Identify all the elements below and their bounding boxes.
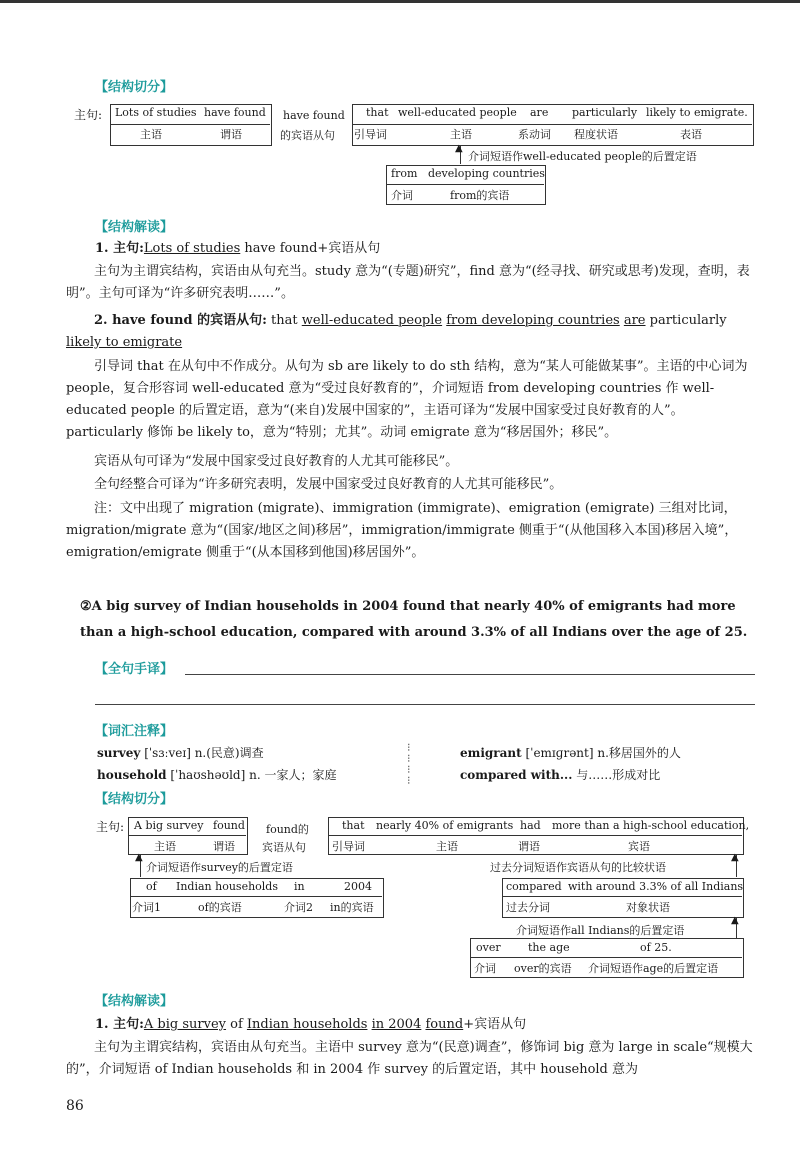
cell2-object-clause-role: 宾语从句: [262, 841, 306, 854]
section-heading-structure-analysis-2: 【结构解读】: [95, 994, 174, 1009]
cell2-in-role: 介词2: [284, 901, 313, 914]
note-prep-phrase: 介词短语作well-educated people的后置定语: [468, 150, 697, 163]
cell-that-role: 引导词: [354, 128, 387, 141]
cell2-of25-role: 介词短语作age的后置定语: [588, 962, 719, 975]
cell2-predicate-role: 谓语: [213, 840, 235, 853]
cell2-age: the age: [528, 941, 570, 954]
cell2-verb-role: 谓语: [518, 840, 540, 853]
cell-predicative: likely to emigrate.: [646, 106, 748, 119]
main-clause-label: 主句:: [74, 108, 103, 122]
cell2-in: in: [294, 880, 305, 893]
cell-from: from: [391, 167, 418, 180]
analysis-heading-2: 2. have found 的宾语从句: that well-educated people from developing countries are particularly likely to emigrate: [66, 313, 727, 350]
analysis-heading-1: 1. 主句:Lots of studies have found+宾语从句: [95, 241, 381, 256]
cell-subject: Lots of studies: [115, 106, 197, 119]
cell2-compared-role: 过去分词: [506, 901, 550, 914]
top-border: [0, 0, 800, 3]
cell-object-clause-role: 的宾语从句: [280, 129, 335, 142]
cell-from-object: developing countries: [428, 167, 545, 180]
cell-linking-verb: are: [530, 106, 549, 119]
cell-predicative-role: 表语: [680, 128, 702, 141]
vocab-compared-with: compared with... 与……形成对比: [460, 768, 661, 782]
cell-object-clause: have found: [283, 109, 345, 122]
cell2-age-role: over的宾语: [514, 962, 572, 975]
cell-subject-role: 主语: [140, 128, 162, 141]
cell-degree-adverb-role: 程度状语: [574, 128, 618, 141]
cell2-subject-role: 主语: [154, 840, 176, 853]
cell2-year-role: in的宾语: [330, 901, 374, 914]
cell-predicate: have found: [204, 106, 266, 119]
analysis2-paragraph-1: 主句为主谓宾结构，宾语由从句充当。主语中 survey 意为“(民意)调查”，修饰词 big 意为 large in scale“规模大的”，介词短语 of Indian households 和 in 2004 作 survey 的后置定语，其中 household 意为: [66, 1040, 753, 1077]
arrow-up-icon: ▲: [731, 852, 739, 863]
analysis2-heading-1: 1. 主句:A big survey of Indian households in 2004 found+宾语从句: [95, 1017, 527, 1032]
cell-clause-subject: well-educated people: [398, 106, 517, 119]
section-heading-structure-analysis: 【结构解读】: [95, 220, 174, 235]
cell2-object-clause: found的: [266, 823, 309, 836]
section-heading-structure-split: 【结构切分】: [95, 80, 174, 95]
note-paragraph: 注：文中出现了 migration (migrate)、immigration (immigrate)、emigration (emigrate) 三组对比词，migration/migrate 意为“(国家/地区之间)移居”，immigration/immigrate 侧重于“(从他国移入本国)移居入境”，emigration/emigrate 侧重于“(从本国移到他国)移居国外”。: [66, 501, 738, 560]
analysis-paragraph-1: 主句为主谓宾结构，宾语由从句充当。study 意为“(专题)研究”，find 意为“(经寻找、研究或思考)发现，查明，表明”。主句可译为“许多研究表明……”。: [66, 264, 750, 301]
cell2-over: over: [476, 941, 501, 954]
vocab-household: household [ˈhaʊshəʊld] n. 一家人；家庭: [97, 768, 337, 782]
cell2-clause-subject-role: 主语: [436, 840, 458, 853]
analysis-paragraph-3: 宾语从句可译为“发展中国家受过良好教育的人尤其可能移民”。: [94, 454, 459, 469]
cell2-that-role: 引导词: [332, 840, 365, 853]
cell-degree-adverb: particularly: [572, 106, 638, 119]
main-clause-label-2: 主句:: [96, 820, 125, 834]
section-heading-vocabulary: 【词汇注释】: [95, 724, 174, 739]
cell2-object-role: 宾语: [628, 840, 650, 853]
cell2-of-role: 介词1: [132, 901, 161, 914]
cell2-clause-subject: nearly 40% of emigrants: [376, 819, 514, 832]
note2-prep-phrase: 介词短语作survey的后置定语: [146, 861, 293, 874]
section-heading-translation: 【全句手译】: [95, 662, 174, 677]
cell2-with: with around 3.3% of all Indians: [568, 880, 744, 893]
cell-from-role: 介词: [391, 189, 413, 202]
note2-participle: 过去分词短语作宾语从句的比较状语: [490, 861, 666, 874]
cell2-households: Indian households: [176, 880, 278, 893]
cell2-year: 2004: [344, 880, 372, 893]
cell-predicate-role: 谓语: [220, 128, 242, 141]
cell-clause-subject-role: 主语: [450, 128, 472, 141]
cell2-subject: A big survey: [134, 819, 204, 832]
sentence-2: ②A big survey of Indian households in 2004 found that nearly 40% of emigrants had more than a high-school education, compared with around 3.3% of all Indians over the age of 25.: [80, 599, 748, 640]
cell2-that: that: [342, 819, 365, 832]
cell2-predicate: found: [213, 819, 245, 832]
translation-line-2[interactable]: [95, 704, 755, 705]
translation-line-1[interactable]: [185, 674, 755, 675]
cell2-verb: had: [520, 819, 541, 832]
cell2-object: more than a high-school education,: [552, 819, 750, 832]
decorative-divider: ⁝ ⁝ ⁝ ⁝: [407, 741, 411, 787]
cell2-households-role: of的宾语: [198, 901, 242, 914]
cell-that: that: [366, 106, 389, 119]
vocab-emigrant: emigrant [ˈemɪɡrənt] n.移居国外的人: [460, 746, 681, 760]
arrow-up-icon: ▲: [135, 852, 143, 863]
cell2-with-role: 对象状语: [626, 901, 670, 914]
cell2-of25: of 25.: [640, 941, 672, 954]
note2-age-phrase: 介词短语作all Indians的后置定语: [516, 924, 685, 937]
analysis-paragraph-4: 全句经整合可译为“许多研究表明，发展中国家受过良好教育的人尤其可能移民”。: [94, 477, 563, 492]
analysis-paragraph-2: 引导词 that 在从句中不作成分。从句为 sb are likely to do sth 结构，意为“某人可能做某事”。主语的中心词为 people，复合形容词 well-educated 意为“受过良好教育的”，介词短语 from developing countries 作 well-educated people 的后置定语，意为“(来自)发展中国家的”，主语可译为“发展中国家受过良好教育的人”。particularly 修饰 be likely to，意为“特别；尤其”。动词 emigrate 意为“移居国外；移民”。: [66, 359, 748, 440]
cell-linking-verb-role: 系动词: [518, 128, 551, 141]
page-number: 86: [66, 1098, 84, 1114]
cell-from-object-role: from的宾语: [450, 189, 510, 202]
cell2-of: of: [146, 880, 157, 893]
vocab-survey: survey [ˈsɜːveɪ] n.(民意)调查: [97, 746, 264, 760]
cell2-compared: compared: [506, 880, 562, 893]
section-heading-structure-split-2: 【结构切分】: [95, 792, 174, 807]
arrow-up-icon: ▲: [455, 143, 463, 154]
arrow-up-icon: ▲: [731, 915, 739, 926]
cell2-over-role: 介词: [474, 962, 496, 975]
